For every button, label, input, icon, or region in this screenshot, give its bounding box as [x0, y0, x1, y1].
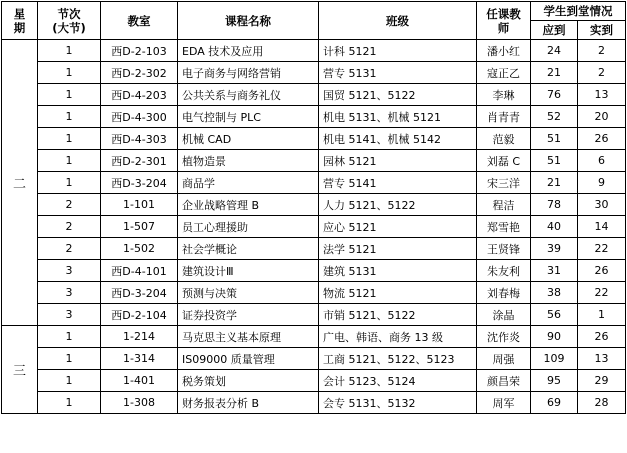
due-cell: 69	[531, 392, 578, 414]
table-row	[2, 348, 626, 370]
header-attendance: 学生到堂情况	[531, 2, 626, 21]
due-cell: 51	[531, 150, 578, 172]
period-cell: 2	[38, 194, 101, 216]
table-row	[2, 172, 626, 194]
room-cell: 1-401	[101, 370, 178, 392]
table-row	[2, 282, 626, 304]
day-cell: 二	[2, 40, 38, 326]
table-row	[2, 260, 626, 282]
course-cell: 公共关系与商务礼仪	[178, 84, 319, 106]
due-cell: 39	[531, 238, 578, 260]
period-cell: 1	[38, 150, 101, 172]
due-cell: 78	[531, 194, 578, 216]
room-cell: 西D-3-204	[101, 282, 178, 304]
room-cell: 西D-2-104	[101, 304, 178, 326]
table-row	[2, 84, 626, 106]
header-teacher	[477, 2, 531, 40]
actual-cell: 29	[578, 370, 626, 392]
class-cell: 营专 5131	[319, 62, 477, 84]
teacher-cell: 郑雪艳	[477, 216, 531, 238]
class-cell: 市销 5121、5122	[319, 304, 477, 326]
class-cell: 营专 5141	[319, 172, 477, 194]
actual-cell: 13	[578, 84, 626, 106]
due-cell: 109	[531, 348, 578, 370]
course-cell: 电气控制与 PLC	[178, 106, 319, 128]
due-cell: 21	[531, 172, 578, 194]
teacher-cell: 寇正乙	[477, 62, 531, 84]
class-cell: 会计 5123、5124	[319, 370, 477, 392]
teacher-cell: 颜昌荣	[477, 370, 531, 392]
teacher-cell: 周军	[477, 392, 531, 414]
room-cell: 西D-2-302	[101, 62, 178, 84]
course-cell: 马克思主义基本原理	[178, 326, 319, 348]
actual-cell: 22	[578, 282, 626, 304]
due-cell: 40	[531, 216, 578, 238]
course-cell: 社会学概论	[178, 238, 319, 260]
table-row	[2, 128, 626, 150]
teacher-cell: 肖青青	[477, 106, 531, 128]
due-cell: 24	[531, 40, 578, 62]
teacher-cell: 涂晶	[477, 304, 531, 326]
actual-cell: 13	[578, 348, 626, 370]
period-cell: 3	[38, 304, 101, 326]
actual-cell: 14	[578, 216, 626, 238]
header-class: 班级	[319, 2, 477, 40]
table-row	[2, 150, 626, 172]
teacher-cell: 李琳	[477, 84, 531, 106]
table-body	[2, 40, 626, 414]
class-cell: 广电、韩语、商务 13 级	[319, 326, 477, 348]
actual-cell: 20	[578, 106, 626, 128]
class-cell: 园林 5121	[319, 150, 477, 172]
course-cell: EDA 技术及应用	[178, 40, 319, 62]
actual-cell: 6	[578, 150, 626, 172]
teacher-cell: 周强	[477, 348, 531, 370]
teacher-cell: 王贤锋	[477, 238, 531, 260]
teacher-cell: 程洁	[477, 194, 531, 216]
class-cell: 机电 5141、机械 5142	[319, 128, 477, 150]
teacher-cell: 刘春梅	[477, 282, 531, 304]
room-cell: 1-507	[101, 216, 178, 238]
teacher-cell: 潘小红	[477, 40, 531, 62]
room-cell: 西D-2-301	[101, 150, 178, 172]
class-cell: 计科 5121	[319, 40, 477, 62]
actual-cell: 26	[578, 260, 626, 282]
room-cell: 西D-4-300	[101, 106, 178, 128]
actual-cell: 28	[578, 392, 626, 414]
period-cell: 1	[38, 106, 101, 128]
due-cell: 38	[531, 282, 578, 304]
table-row	[2, 216, 626, 238]
room-cell: 西D-4-101	[101, 260, 178, 282]
actual-cell: 2	[578, 62, 626, 84]
header-actual: 实到	[578, 21, 626, 40]
course-cell: 员工心理援助	[178, 216, 319, 238]
course-cell: 机械 CAD	[178, 128, 319, 150]
teacher-cell: 范毅	[477, 128, 531, 150]
room-cell: 西D-2-103	[101, 40, 178, 62]
actual-cell: 26	[578, 128, 626, 150]
class-cell: 会专 5131、5132	[319, 392, 477, 414]
attendance-table	[1, 1, 626, 414]
course-cell: 商品学	[178, 172, 319, 194]
table-row	[2, 40, 626, 62]
header-period	[38, 2, 101, 40]
class-cell: 法学 5121	[319, 238, 477, 260]
period-cell: 2	[38, 238, 101, 260]
due-cell: 56	[531, 304, 578, 326]
period-cell: 1	[38, 392, 101, 414]
course-cell: 预测与决策	[178, 282, 319, 304]
period-cell: 1	[38, 348, 101, 370]
table-row	[2, 106, 626, 128]
header-room: 教室	[101, 2, 178, 40]
room-cell: 西D-3-204	[101, 172, 178, 194]
period-cell: 1	[38, 62, 101, 84]
due-cell: 95	[531, 370, 578, 392]
day-cell: 三	[2, 326, 38, 414]
period-cell: 3	[38, 282, 101, 304]
class-cell: 工商 5121、5122、5123	[319, 348, 477, 370]
table-row	[2, 62, 626, 84]
table-row	[2, 392, 626, 414]
table-row	[2, 326, 626, 348]
actual-cell: 9	[578, 172, 626, 194]
room-cell: 西D-4-203	[101, 84, 178, 106]
teacher-cell: 沈作炎	[477, 326, 531, 348]
teacher-cell: 刘磊 C	[477, 150, 531, 172]
room-cell: 1-314	[101, 348, 178, 370]
teacher-cell: 宋三洋	[477, 172, 531, 194]
table-row	[2, 304, 626, 326]
table-row	[2, 370, 626, 392]
period-cell: 1	[38, 172, 101, 194]
class-cell: 物流 5121	[319, 282, 477, 304]
room-cell: 1-214	[101, 326, 178, 348]
period-cell: 1	[38, 40, 101, 62]
actual-cell: 2	[578, 40, 626, 62]
teacher-cell: 朱友利	[477, 260, 531, 282]
header-day	[2, 2, 38, 40]
period-cell: 3	[38, 260, 101, 282]
class-cell: 国贸 5121、5122	[319, 84, 477, 106]
room-cell: 西D-4-303	[101, 128, 178, 150]
class-cell: 人力 5121、5122	[319, 194, 477, 216]
actual-cell: 26	[578, 326, 626, 348]
actual-cell: 22	[578, 238, 626, 260]
class-cell: 建筑 5131	[319, 260, 477, 282]
due-cell: 31	[531, 260, 578, 282]
period-cell: 1	[38, 326, 101, 348]
course-cell: IS09000 质量管理	[178, 348, 319, 370]
course-cell: 植物造景	[178, 150, 319, 172]
due-cell: 52	[531, 106, 578, 128]
course-cell: 企业战略管理 B	[178, 194, 319, 216]
course-cell: 证券投资学	[178, 304, 319, 326]
due-cell: 21	[531, 62, 578, 84]
period-cell: 1	[38, 370, 101, 392]
header-teacher-label: 任课教 师	[486, 6, 521, 35]
header-period-label: 节次 (大节)	[52, 6, 86, 35]
course-cell: 建筑设计Ⅲ	[178, 260, 319, 282]
actual-cell: 30	[578, 194, 626, 216]
course-cell: 税务策划	[178, 370, 319, 392]
period-cell: 1	[38, 128, 101, 150]
header-day-label: 星 期	[13, 6, 26, 35]
class-cell: 机电 5131、机械 5121	[319, 106, 477, 128]
room-cell: 1-308	[101, 392, 178, 414]
course-cell: 电子商务与网络营销	[178, 62, 319, 84]
course-cell: 财务报表分析 B	[178, 392, 319, 414]
period-cell: 2	[38, 216, 101, 238]
due-cell: 51	[531, 128, 578, 150]
room-cell: 1-502	[101, 238, 178, 260]
due-cell: 76	[531, 84, 578, 106]
due-cell: 90	[531, 326, 578, 348]
header-course: 课程名称	[178, 2, 319, 40]
header-due: 应到	[531, 21, 578, 40]
period-cell: 1	[38, 84, 101, 106]
table-row	[2, 238, 626, 260]
class-cell: 应心 5121	[319, 216, 477, 238]
actual-cell: 1	[578, 304, 626, 326]
room-cell: 1-101	[101, 194, 178, 216]
table-row	[2, 194, 626, 216]
